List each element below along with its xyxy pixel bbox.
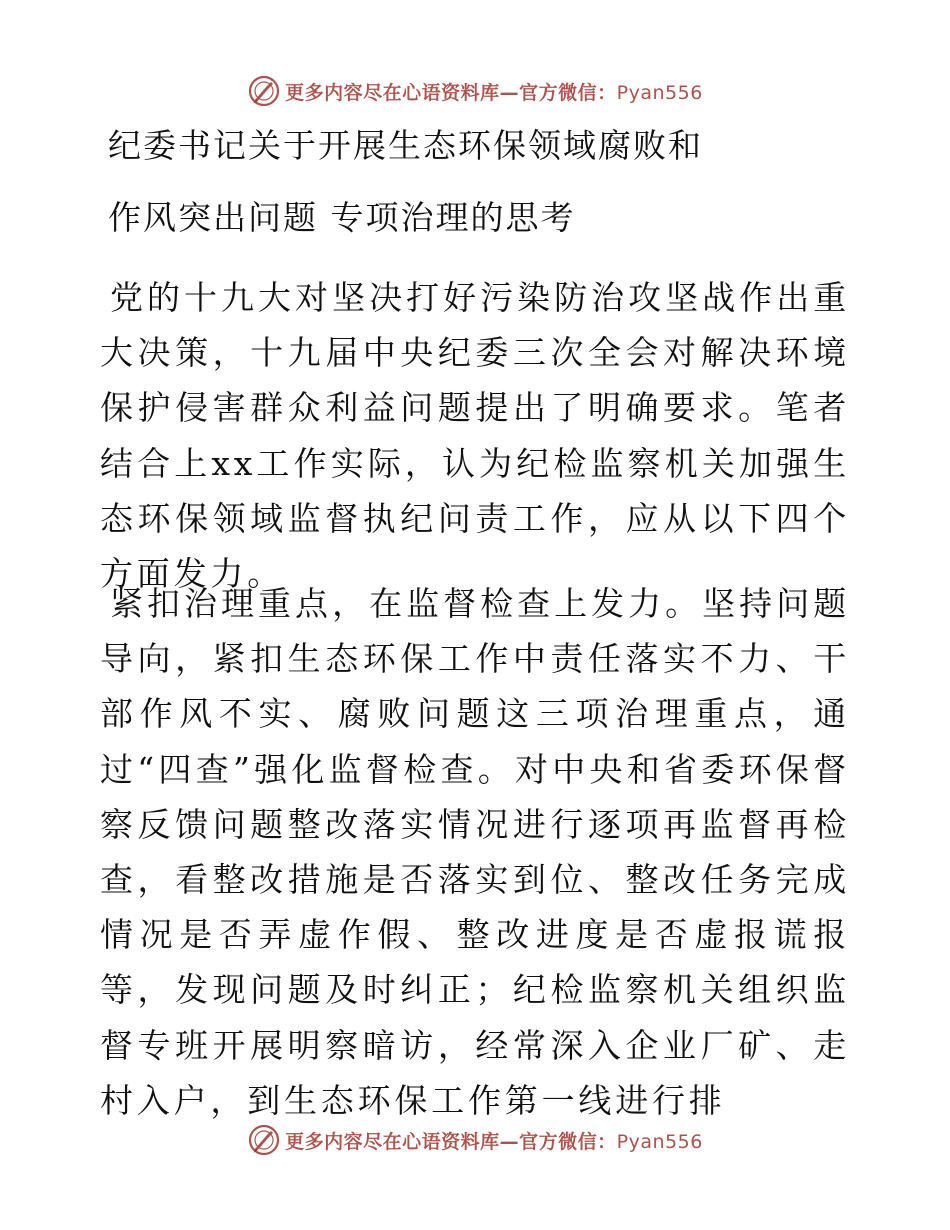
wechat-id: Pyan556 [616, 1130, 703, 1153]
banner-text: 更多内容尽在心语资料库—官方微信： [285, 1130, 617, 1153]
pen-emblem-icon [247, 74, 281, 108]
document-title-line-1: 纪委书记关于开展生态环保领域腐败和 [108, 126, 703, 165]
wechat-id: Pyan556 [616, 81, 703, 104]
pen-emblem-icon [247, 1123, 281, 1157]
banner-text: 更多内容尽在心语资料库—官方微信： [285, 81, 617, 104]
header-banner [0, 74, 950, 108]
paragraph-supervision: 紧扣治理重点，在监督检查上发力。坚持问题导向，紧扣生态环保工作中责任落实不力、干部作风不实、腐败问题这三项治理重点，通过“四查”强化监督检查。对中央和省委环保督察反馈问题整改落实情况进行逐项再监督再检查，看整改措施是否落实到位、整改任务完成情况是否弄虚作假、整改进度是否虚报谎报等，发现问题及时纠正；纪检监察机关组织监督专班开展明察暗访，经常深入企业厂矿、走村入户，到生态环保工作第一线进行排 [100, 584, 850, 1120]
paragraph-intro: 党的十九大对坚决打好污染防治攻坚战作出重大决策，十九届中央纪委三次全会对解决环境保护侵害群众利益问题提出了明确要求。笔者结合上xx工作实际，认为纪检监察机关加强生态环保领域监督执纪问责工作，应从以下四个方面发力。 [100, 278, 850, 594]
document-title-line-2: 作风突出问题 专项治理的思考 [108, 198, 576, 237]
footer-banner [0, 1123, 950, 1157]
